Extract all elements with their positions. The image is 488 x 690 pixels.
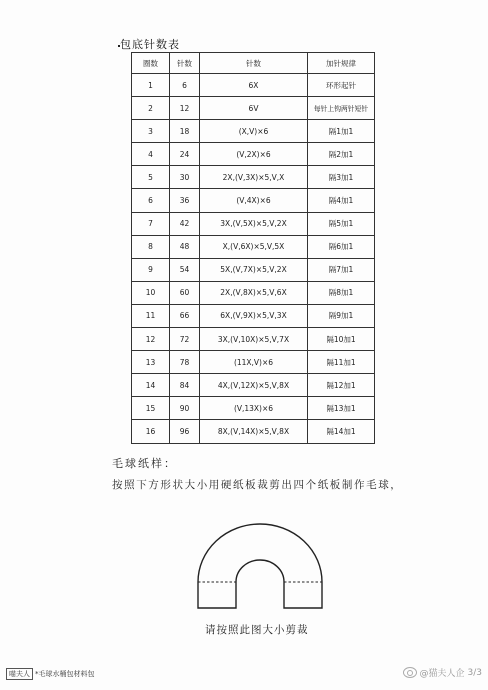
stitch-cell: (V,2X)×6 (200, 143, 308, 166)
table-row (132, 351, 375, 374)
table-row (132, 258, 375, 281)
round-cell: 9 (132, 258, 170, 281)
rule-cell: 隔6加1 (308, 235, 375, 258)
round-cell: 7 (132, 212, 170, 235)
rule-cell: 环形起针 (308, 74, 375, 97)
count-cell: 24 (170, 143, 200, 166)
rule-cell: 隔2加1 (308, 143, 375, 166)
count-cell: 12 (170, 97, 200, 120)
rule-cell: 隔13加1 (308, 397, 375, 420)
weibo-icon (403, 667, 417, 678)
stitch-cell: (V,13X)×6 (200, 397, 308, 420)
stitch-cell: X,(V,6X)×5,V,5X (200, 235, 308, 258)
table-title: 包底针数表 (120, 38, 180, 51)
stitch-cell: 5X,(V,7X)×5,V,2X (200, 258, 308, 281)
header-count: 针数 (170, 53, 200, 74)
round-cell: 16 (132, 420, 170, 443)
header-rule: 加针规律 (308, 53, 375, 74)
template-outline (198, 524, 322, 608)
count-cell: 6 (170, 74, 200, 97)
round-cell: 5 (132, 166, 170, 189)
stitch-cell: 8X,(V,14X)×5,V,8X (200, 420, 308, 443)
header-stitches: 针数 (200, 53, 308, 74)
count-cell: 72 (170, 328, 200, 351)
pompom-template-shape (195, 520, 325, 612)
round-cell: 8 (132, 235, 170, 258)
round-cell: 6 (132, 189, 170, 212)
round-cell: 15 (132, 397, 170, 420)
footer-brand-box: 喵夫人 (6, 668, 33, 680)
rule-cell: 隔7加1 (308, 258, 375, 281)
round-cell: 10 (132, 281, 170, 304)
stitch-cell: 3X,(V,5X)×5,V,2X (200, 212, 308, 235)
round-cell: 11 (132, 304, 170, 327)
table-row (132, 212, 375, 235)
stitch-cell: 6X (200, 74, 308, 97)
rule-cell: 每针上钩两针短针 (308, 97, 375, 120)
stitch-cell: 6X,(V,9X)×5,V,3X (200, 304, 308, 327)
footer-brand-text: *毛球水桶包材料包 (35, 670, 95, 678)
stitch-cell: (V,4X)×6 (200, 189, 308, 212)
footer-brand (6, 668, 95, 680)
table-row (132, 143, 375, 166)
footer-watermark (403, 666, 483, 679)
count-cell: 30 (170, 166, 200, 189)
table-row (132, 166, 375, 189)
count-cell: 36 (170, 189, 200, 212)
rule-cell: 隔5加1 (308, 212, 375, 235)
count-cell: 66 (170, 304, 200, 327)
pompom-pattern-description: 按照下方形状大小用硬纸板裁剪出四个纸板制作毛球， (112, 479, 403, 491)
round-cell: 1 (132, 74, 170, 97)
stitch-cell: 6V (200, 97, 308, 120)
round-cell: 2 (132, 97, 170, 120)
page-number: 3/3 (467, 667, 482, 678)
watermark-text: @猫夫人企 (419, 669, 465, 679)
rule-cell: 隔3加1 (308, 166, 375, 189)
count-cell: 60 (170, 281, 200, 304)
rule-cell: 隔11加1 (308, 351, 375, 374)
table-row (132, 120, 375, 143)
count-cell: 90 (170, 397, 200, 420)
rule-cell: 隔8加1 (308, 281, 375, 304)
count-cell: 42 (170, 212, 200, 235)
table-header-row (132, 53, 375, 74)
count-cell: 48 (170, 235, 200, 258)
rule-cell: 隔9加1 (308, 304, 375, 327)
table-row (132, 235, 375, 258)
stitch-cell: 4X,(V,12X)×5,V,8X (200, 374, 308, 397)
table-row (132, 328, 375, 351)
pompom-pattern-title: 毛球纸样： (112, 457, 177, 470)
round-cell: 3 (132, 120, 170, 143)
round-cell: 12 (132, 328, 170, 351)
count-cell: 78 (170, 351, 200, 374)
table-row (132, 397, 375, 420)
count-cell: 18 (170, 120, 200, 143)
round-cell: 14 (132, 374, 170, 397)
count-cell: 84 (170, 374, 200, 397)
table-row (132, 304, 375, 327)
stitch-cell: 3X,(V,10X)×5,V,7X (200, 328, 308, 351)
stitch-cell: 2X,(V,3X)×5,V,X (200, 166, 308, 189)
round-cell: 4 (132, 143, 170, 166)
table-row (132, 74, 375, 97)
rule-cell: 隔10加1 (308, 328, 375, 351)
rule-cell: 隔1加1 (308, 120, 375, 143)
rule-cell: 隔4加1 (308, 189, 375, 212)
rule-cell: 隔14加1 (308, 420, 375, 443)
stitch-cell: (11X,V)×6 (200, 351, 308, 374)
table-row (132, 281, 375, 304)
table-row (132, 420, 375, 443)
rule-cell: 隔12加1 (308, 374, 375, 397)
round-cell: 13 (132, 351, 170, 374)
count-cell: 96 (170, 420, 200, 443)
table-row (132, 97, 375, 120)
stitch-cell: 2X,(V,8X)×5,V,6X (200, 281, 308, 304)
table-row (132, 189, 375, 212)
stitch-cell: (X,V)×6 (200, 120, 308, 143)
header-round: 圈数 (132, 53, 170, 74)
table-row (132, 374, 375, 397)
count-cell: 54 (170, 258, 200, 281)
stitch-count-table (131, 52, 375, 444)
cut-instruction: 请按照此图大小剪裁 (205, 624, 309, 636)
